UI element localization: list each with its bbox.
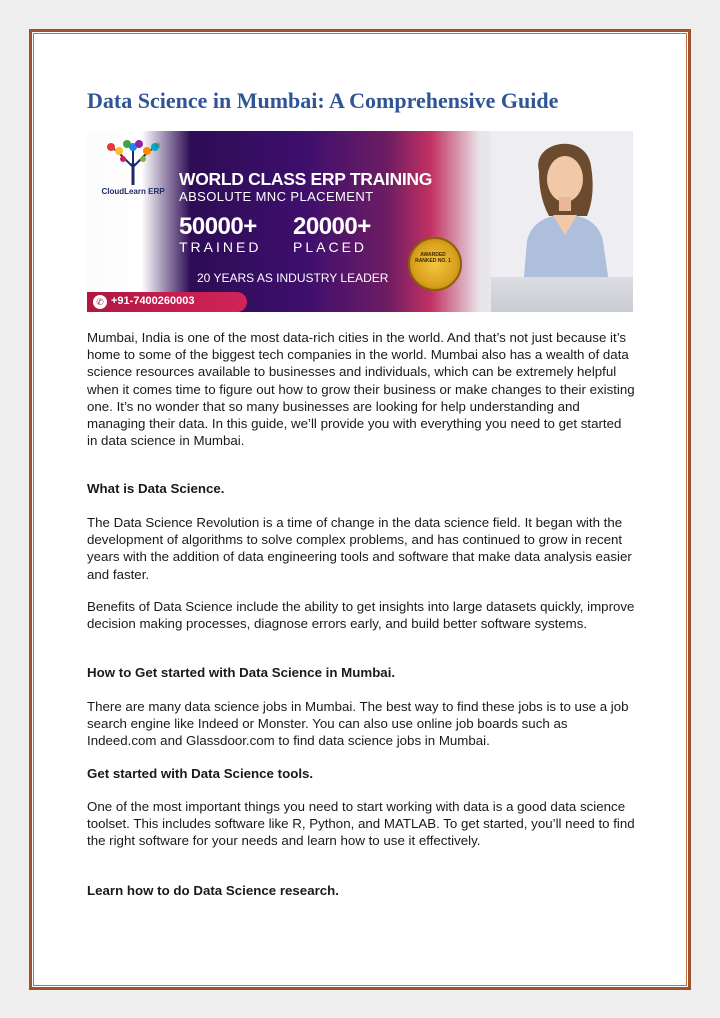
intro-paragraph: Mumbai, India is one of the most data-rich cities in the world. And that’s not just because it’s home to some of the biggest tech companies in the world. Mumbai also has a wealth of data science resources available to businesses and individuals, which can be extremely helpful when it comes time to figure out how to grow their business or make changes to their existing one. It’s no wonder that so many businesses are looking for help understanding and managing their data. In this guide, we’ll provide you with everything you need to get started in data science in Mumbai. [87, 330, 635, 449]
heading-what-is-data-science: What is Data Science. [87, 481, 225, 496]
heading-tools: Get started with Data Science tools. [87, 766, 314, 781]
cloudlearn-logo [95, 139, 171, 205]
promo-banner [87, 131, 633, 312]
stat-placed-number: 20000+ [293, 213, 371, 240]
heading-research: Learn how to do Data Science research. [87, 883, 339, 898]
banner-subline: ABSOLUTE MNC PLACEMENT [179, 189, 374, 204]
paragraph-revolution: The Data Science Revolution is a time of change in the data science field. It began with the development of algorithms to solve complex problems, and has continued to grow in recent years with the addition of data engineering tools and software that make data analysis easier and faster. [87, 515, 632, 582]
award-badge-text: AWARDED RANKED NO. 1 [415, 252, 451, 264]
stat-trained-number: 50000+ [179, 213, 257, 240]
stat-placed [293, 213, 371, 255]
desk-surface [491, 277, 633, 312]
page-title: Data Science in Mumbai: A Comprehensive Guide [87, 88, 559, 113]
banner-years: 20 YEARS AS INDUSTRY LEADER [197, 271, 389, 285]
award-badge-icon [408, 237, 462, 291]
paragraph-jobs: There are many data science jobs in Mumbai. The best way to find these jobs is to use a job search engine like Indeed or Monster. You can also use online job boards such as Indeed.com and Glassdoor.com to find data science jobs in Mumbai. [87, 699, 629, 749]
phone-number: +91-7400260003 [111, 295, 195, 307]
stat-trained-label: TRAINED [179, 239, 262, 255]
logo-tree-icon [105, 139, 161, 187]
heading-get-started-mumbai: How to Get started with Data Science in Mumbai. [87, 665, 396, 680]
stat-trained [179, 213, 261, 255]
stat-placed-label: PLACED [293, 239, 368, 255]
paragraph-toolset: One of the most important things you need to start working with data is a good data science toolset. This includes software like R, Python, and MATLAB. To get started, you’ll need to find the right software for your needs and learn how to use it effectively. [87, 799, 635, 849]
logo-text: CloudLearn ERP [101, 187, 165, 196]
phone-icon: ✆ [93, 295, 107, 309]
paragraph-benefits: Benefits of Data Science include the ability to get insights into large datasets quickly, improve decision making processes, diagnose errors early, and build better software systems. [87, 599, 635, 632]
banner-headline: WORLD CLASS ERP TRAINING [179, 169, 433, 189]
registered-mark: ® [155, 143, 161, 150]
